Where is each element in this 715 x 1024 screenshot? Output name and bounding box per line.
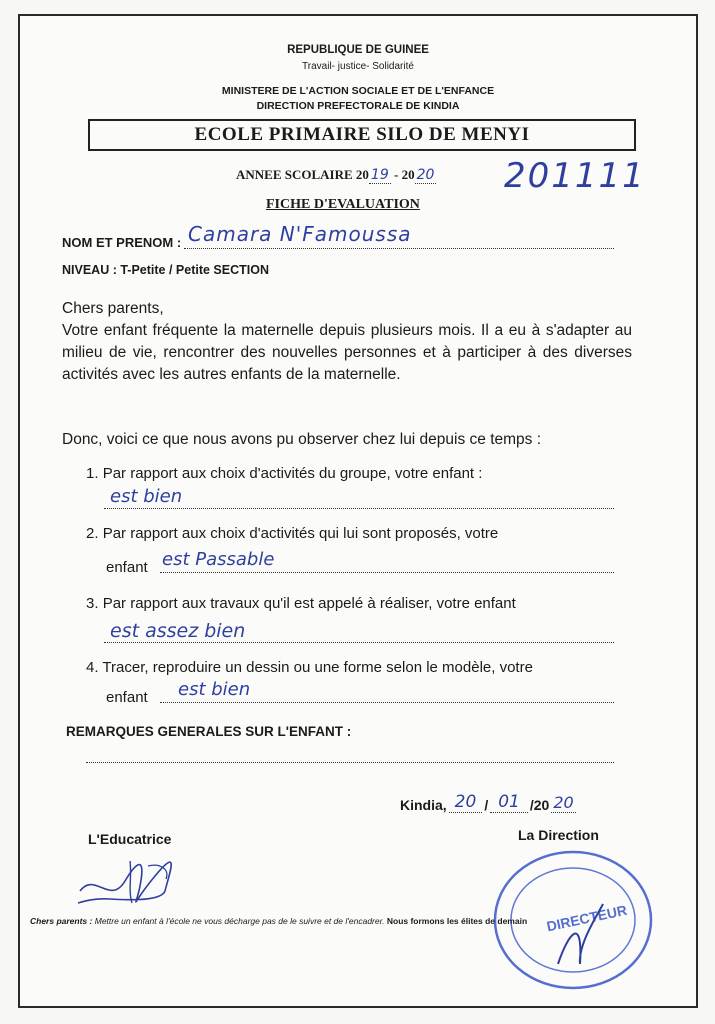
student-name: Camara N'Famoussa (188, 222, 412, 246)
date-year-prefix: /20 (529, 797, 550, 813)
letter-body: Votre enfant fréquente la maternelle depuis plusieurs mois. Il a eu à s'adapter au milieu de vie, rencontrer des nouvelles personnes et à participer à des diverses activités avec les autres enfants de la maternelle. (62, 322, 632, 383)
item-1-answer: est bien (110, 486, 183, 507)
direction-signature-label: La Direction (518, 827, 599, 843)
teacher-signature (70, 851, 190, 911)
item-1-text: Par rapport aux choix d'activités du groupe, votre enfant : (102, 465, 483, 482)
direction-name: DIRECTION PREFECTORALE DE KINDIA (256, 100, 460, 112)
item-4 (86, 659, 533, 676)
school-name: ECOLE PRIMAIRE SILO DE MENYI (194, 124, 530, 145)
item-2-text: Par rapport aux choix d'activités qui lui sont proposés, votre (102, 525, 499, 542)
date-day: 20 (449, 792, 483, 813)
item-2-answer: est Passable (162, 549, 275, 570)
item-3 (86, 595, 516, 612)
item-2 (86, 525, 498, 542)
date-line: Kindia, 20 / 01 /20 20 (400, 792, 574, 813)
national-motto: Travail- justice- Solidarité (302, 61, 414, 72)
footer-text: Mettre un enfant à l'école ne vous décharge pas de le suivre et de l'encadrer. (94, 916, 385, 926)
teacher-signature-label: L'Educatrice (88, 831, 172, 847)
date-place: Kindia, (400, 797, 447, 813)
name-label: NOM ET PRENOM : (62, 235, 182, 250)
footer-motto: Nous formons les élites de demain (386, 916, 528, 926)
date-year: 20 (553, 793, 574, 812)
school-year (236, 167, 436, 183)
item-1-answer-line (104, 486, 614, 509)
student-number: 201111 (504, 156, 646, 196)
level-label: NIVEAU : T-Petite / Petite SECTION (62, 263, 269, 277)
evaluation-sheet (18, 14, 698, 1008)
school-year-start: 19 (370, 167, 389, 183)
item-3-number: 3. (86, 595, 99, 612)
item-4-number: 4. (86, 659, 99, 676)
remarks-line (86, 754, 614, 763)
date-month: 01 (490, 792, 528, 813)
country-name: REPUBLIQUE DE GUINEE (287, 44, 429, 56)
item-2-answer-line (160, 549, 614, 573)
item-4-answer-line (160, 679, 614, 703)
footer-prefix: Chers parents : (30, 916, 93, 926)
name-line (184, 222, 614, 249)
svg-text:DIRECTEUR: DIRECTEUR (545, 901, 629, 935)
item-4-answer: est bien (178, 679, 251, 700)
item-2-continuation: enfant (106, 559, 148, 576)
school-year-label: ANNEE SCOLAIRE 20 (236, 167, 369, 182)
form-title: FICHE D'EVALUATION (266, 197, 420, 212)
ministry-name: MINISTERE DE L'ACTION SOCIALE ET DE L'ENFANCE (221, 85, 495, 97)
letter-greeting: Chers parents, (62, 300, 164, 317)
remarks-label: REMARQUES GENERALES SUR L'ENFANT : (66, 724, 352, 739)
item-4-text: Tracer, reproduire un dessin ou une forme selon le modèle, votre (102, 659, 533, 676)
letter-intro: Donc, voici ce que nous avons pu observer chez lui depuis ce temps : (62, 431, 542, 448)
item-3-answer: est assez bien (110, 620, 246, 642)
item-2-number: 2. (86, 525, 99, 542)
item-3-text: Par rapport aux travaux qu'il est appelé à réaliser, votre enfant (102, 595, 516, 612)
item-1-number: 1. (86, 465, 99, 482)
school-year-end: 20 (416, 167, 435, 183)
school-name-box (88, 119, 636, 151)
footer-note (30, 916, 690, 926)
item-3-answer-line (104, 620, 614, 643)
item-4-continuation: enfant (106, 689, 148, 706)
school-year-separator: - 20 (394, 167, 415, 182)
item-1 (86, 465, 482, 482)
